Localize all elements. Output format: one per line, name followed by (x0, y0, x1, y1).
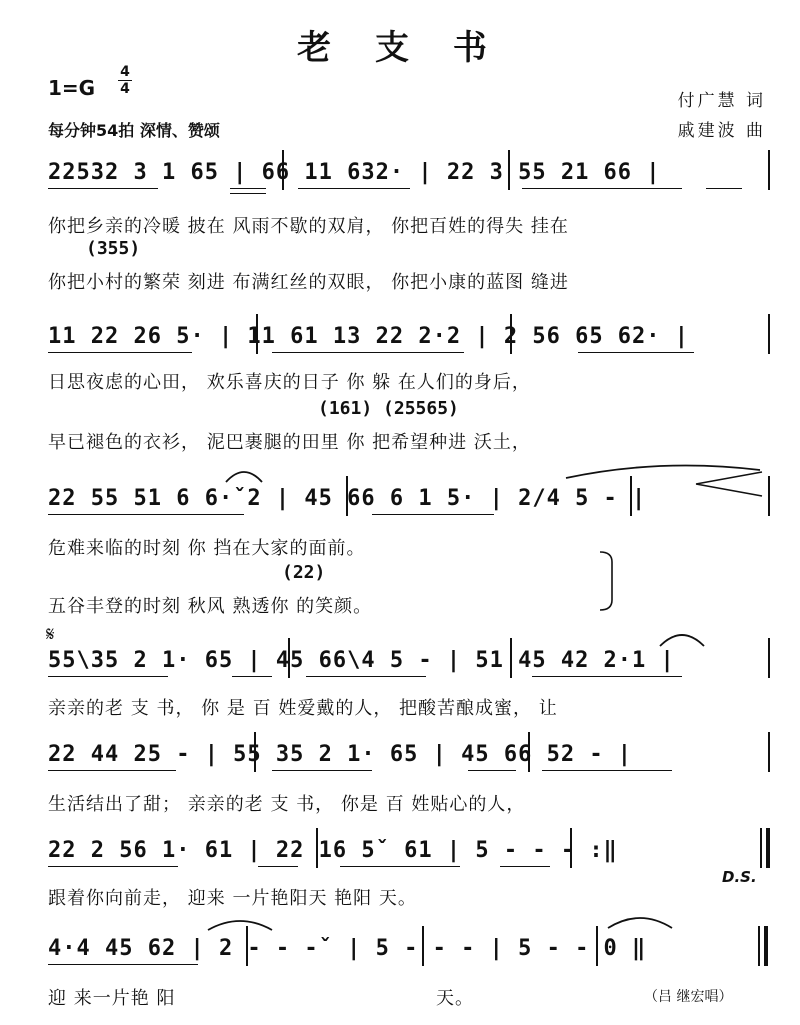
notation-row-5: 22 44 25 - | 55 35 2 1· 65 | 45 66 52 - | (48, 742, 633, 767)
slur-arc (566, 466, 760, 479)
notation-row-6: 22 2 56 1· 61 | 22 16 5ˇ 61 | 5 - - - :‖ (48, 838, 618, 863)
tempo-marking: 每分钟54拍 深情、赞颂 (48, 121, 220, 140)
lyric-row-2-verse-2: 早已褪色的衣衫， 泥巴裹腿的田里 你 把希望种进 沃土， (48, 432, 531, 453)
tie-arc (208, 921, 272, 930)
decrescendo-hairpin (696, 472, 762, 496)
lyric-row-5: 生活结出了甜； 亲亲的老 支 书， 你是 百 姓贴心的人， (48, 794, 526, 815)
lyric-row-3-verse-2: 五谷丰登的时刻 秋风 熟透你 的笑颜。 (48, 596, 373, 617)
verse-bracket (600, 552, 612, 610)
key-signature: 1=G (48, 76, 96, 100)
segno-sign: 𝄋 (46, 622, 55, 646)
tie-arc (608, 918, 672, 928)
alternate-notes-row-3: (22) (282, 562, 326, 583)
lyric-row-4: 亲亲的老 支 书， 你 是 百 姓爱戴的人， 把酸苦酿成蜜， 让 (48, 698, 558, 719)
time-signature-top: 4 (120, 64, 130, 80)
notation-row-3: 22 55 51 6 6·ˇ2 | 45 66 6 1 5· | 2/4 5 - | (48, 486, 647, 511)
tie-arc (660, 635, 704, 646)
singer-credit: （吕 继宏唱） (644, 989, 733, 1005)
notation-row-4: 55\35 2 1· 65 | 45 66\4 5 - | 51 45 42 2·1 | (48, 648, 675, 673)
lyric-row-7: 迎 来一片艳 阳 (48, 988, 176, 1009)
lyricist-credit: 付广慧 词 (677, 91, 766, 111)
notation-row-7: 4·4 45 62 | 2 - - -ˇ | 5 - - - | 5 - - 0 ‖ (48, 936, 647, 961)
alternate-notes-row-2: (161) (25565) (318, 398, 459, 419)
notation-row-2: 11 22 26 5· | 11 61 13 22 2·2 | 2 56 65 62· | (48, 324, 690, 349)
lyric-row-1-verse-1: 你把乡亲的冷暖 披在 风雨不歇的双肩， 你把百姓的得失 挂在 (48, 216, 569, 237)
notation-row-1: 22532 3 1 65 | 66 11 632· | 22 3 55 21 66 | (48, 160, 661, 185)
alternate-notes-row-1: (355) (86, 238, 141, 259)
composer-credit: 戚建波 曲 (677, 121, 766, 141)
lyric-row-2-verse-1: 日思夜虑的心田， 欢乐喜庆的日子 你 躲 在人们的身后， (48, 372, 531, 393)
lyric-row-1-verse-2: 你把小村的繁荣 刻进 布满红丝的双眼， 你把小康的蓝图 缝进 (48, 272, 569, 293)
song-title: 老 支 书 (297, 28, 503, 68)
lyric-row-3-verse-1: 危难来临的时刻 你 挡在大家的面前。 (48, 538, 366, 559)
tie-arc (226, 472, 262, 482)
lyric-row-7-end: 天。 (436, 988, 474, 1009)
dal-segno-mark: D.S. (722, 868, 757, 886)
lyric-row-6: 跟着你向前走， 迎来 一片艳阳天 艳阳 天。 (48, 888, 417, 909)
time-signature-bottom: 4 (118, 80, 132, 97)
